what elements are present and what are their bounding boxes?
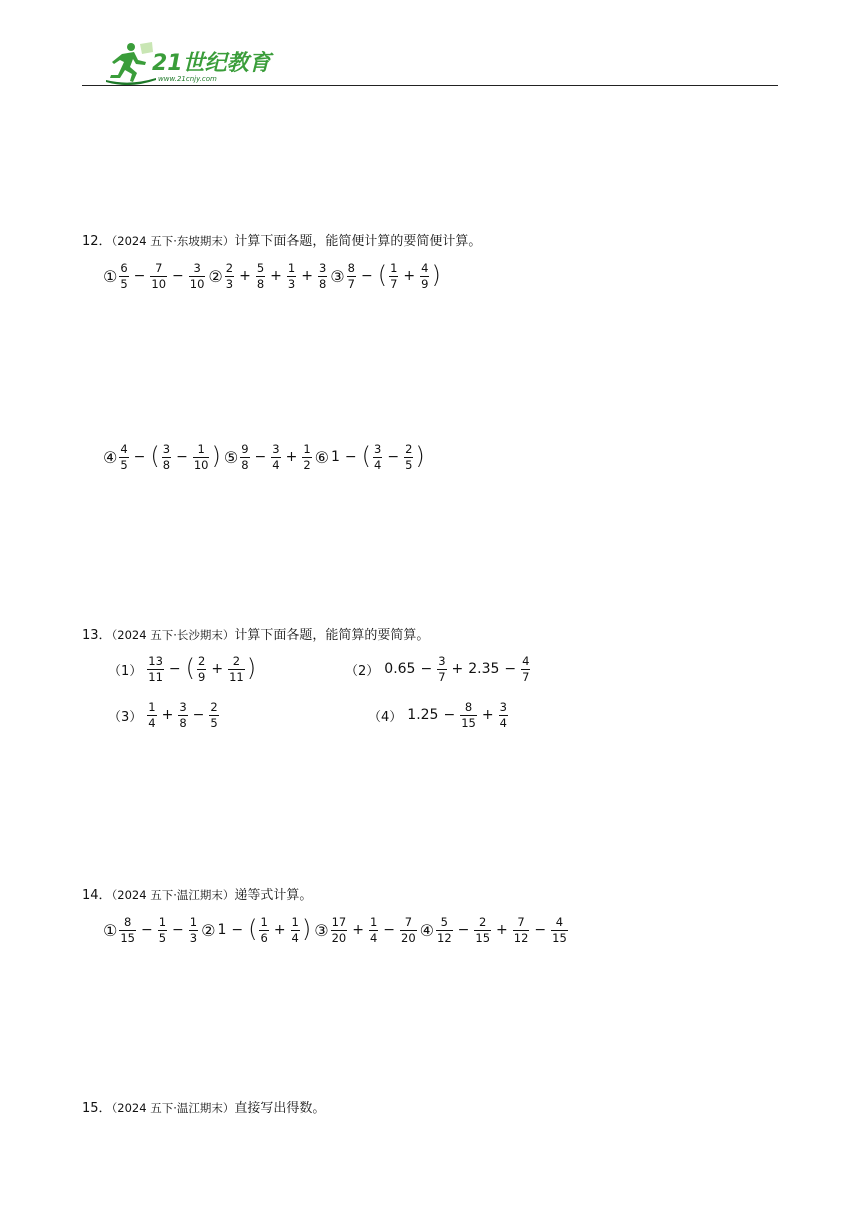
operator: − [504,661,517,678]
parenthesis: ( [248,915,258,944]
q15-number: 15． [82,1101,112,1116]
numerator: 1 [303,442,311,456]
fraction [119,262,128,290]
numerator: 3 [193,261,201,275]
denominator: 5 [210,715,218,730]
fraction [291,916,300,944]
numerator: 1 [369,915,378,929]
fraction [147,655,164,683]
fraction [302,443,311,471]
operator: + [301,268,313,285]
q12-expr-6 [330,443,426,471]
numerator: 8 [124,915,132,929]
denominator: 15 [552,930,567,945]
q14-circle-3: ③ [314,920,329,940]
numerator: 3 [162,442,171,456]
operator: − [192,707,205,724]
fraction [178,701,187,729]
operator: − [457,922,470,939]
denominator: 15 [475,930,491,945]
q12-circle-1: ① [103,266,118,286]
operator: + [211,661,224,678]
fraction [460,701,477,729]
denominator: 4 [499,715,507,730]
fraction [225,262,234,290]
fraction [147,701,156,729]
q13-heading [82,624,429,643]
operator: + [285,449,298,466]
numerator: 2 [479,915,487,929]
logo-url-text: www.21cnjy.com [158,75,217,83]
fraction [209,701,218,729]
numerator: 8 [464,700,473,714]
q13-number: 13． [82,628,112,643]
fraction [437,655,446,683]
q13-expr-2 [383,655,531,683]
operator: − [254,449,267,466]
fraction [271,443,280,471]
q14-expr-2 [216,916,312,944]
fraction [331,916,348,944]
number: 2.35 [468,661,500,678]
operator: − [387,449,400,466]
numerator: 1 [158,915,167,929]
denominator: 7 [438,669,446,684]
header-rule [82,85,778,86]
numerator: 4 [555,915,564,929]
denominator: 15 [461,715,476,730]
fraction [256,262,265,290]
denominator: 8 [162,457,171,472]
denominator: 10 [193,457,209,472]
denominator: 5 [120,276,128,291]
denominator: 4 [374,457,382,472]
fraction [119,443,128,471]
numerator: 13 [148,654,163,668]
parenthesis: ( [361,442,372,471]
numerator: 1 [287,261,296,275]
q12-expr-2 [224,262,329,290]
fraction [318,262,327,290]
fraction [197,655,206,683]
q14-number: 14． [82,888,112,903]
denominator: 6 [260,930,268,945]
fraction [513,916,530,944]
numerator: 3 [179,700,187,714]
q13-source: （2024 五下·长沙期末） [111,628,235,642]
fraction [389,262,398,290]
q12-row-1 [103,262,442,290]
denominator: 4 [291,930,299,945]
fraction [404,443,413,471]
fraction [474,916,491,944]
operator: + [451,661,464,678]
operator: − [168,661,181,678]
q12-row-2 [103,443,426,471]
operator: + [273,922,286,939]
operator: − [172,268,184,285]
denominator: 20 [331,930,347,945]
denominator: 3 [189,930,198,945]
fraction [521,655,530,683]
q14-expr-4 [435,916,569,944]
denominator: 10 [151,276,167,291]
denominator: 4 [272,457,280,472]
parenthesis: ) [211,442,221,471]
q12-source: （2024 五下·东坡期末） [111,234,235,248]
fraction [240,443,249,471]
fraction [162,443,171,471]
numerator: 1 [197,442,205,456]
q14-row [103,916,569,944]
site-logo [100,40,275,88]
numerator: 4 [120,442,128,456]
numerator: 1 [148,700,156,714]
parenthesis: ) [246,654,257,683]
number: 0.65 [384,661,416,678]
q13-item-1 [108,655,257,683]
numerator: 3 [272,442,280,456]
operator: + [496,922,508,939]
q12-circle-3: ③ [330,266,345,286]
operator: + [481,707,494,724]
numerator: 7 [517,915,525,929]
q14-circle-1: ① [103,920,118,940]
parenthesis: ) [431,261,441,290]
q14-circle-4: ④ [419,920,435,940]
numerator: 3 [438,654,446,668]
q13-expr-1 [146,655,257,683]
number: 1 [217,922,227,939]
operator: + [239,268,251,285]
fraction [369,916,378,944]
numerator: 9 [241,442,249,456]
q13-item-2 [345,655,531,683]
fraction [551,916,568,944]
numerator: 5 [256,261,265,275]
fraction [189,262,206,290]
operator: + [270,268,282,285]
denominator: 15 [120,930,135,945]
denominator: 5 [158,930,167,945]
numerator: 1 [260,915,268,929]
q12-circle-2: ② [208,266,223,286]
operator: − [231,922,244,939]
denominator: 11 [148,669,163,684]
q12-circle-6: ⑥ [314,447,329,467]
operator: − [172,922,184,939]
fraction [158,916,167,944]
q15-instruction: 直接写出得数。 [234,1101,326,1116]
parenthesis: ) [301,915,312,944]
operator: − [360,268,373,285]
operator: − [133,268,146,285]
fraction [287,262,296,290]
denominator: 3 [225,276,234,291]
q12-heading [82,230,481,249]
q13-expr-3 [146,701,219,729]
denominator: 7 [390,276,398,291]
q13-item-4 [368,701,509,729]
numerator: 8 [347,261,355,275]
numerator: 17 [331,915,347,929]
numerator: 2 [198,654,206,668]
denominator: 8 [241,457,249,472]
q13-instruction: 计算下面各题，能简算的要简算。 [234,628,430,643]
numerator: 3 [374,442,382,456]
numerator: 2 [210,700,218,714]
q15-source: （2024 五下·温江期末） [111,1101,235,1115]
runner-logo-icon [106,42,156,85]
logo-text: 21世纪教育 [152,51,271,76]
denominator: 7 [347,276,355,291]
numerator: 7 [404,915,413,929]
parenthesis: ( [150,442,160,471]
denominator: 2 [303,457,311,472]
operator: − [344,449,357,466]
operator: − [176,449,188,466]
parenthesis: ( [377,261,388,290]
fraction [420,262,429,290]
denominator: 8 [318,276,327,291]
operator: − [140,922,153,939]
q12-expr-5 [239,443,312,471]
q14-heading [82,884,312,903]
operator: + [352,922,364,939]
q12-instruction: 计算下面各题，能简便计算的要简便计算。 [234,234,482,249]
q12-expr-1 [118,262,206,290]
q13-label-4: （4） [368,709,403,725]
q13-expr-4 [406,701,509,729]
q12-circle-5: ⑤ [223,447,239,467]
numerator: 4 [421,261,429,275]
numerator: 3 [499,700,507,714]
q13-label-2: （2） [345,663,380,679]
operator: + [161,707,174,724]
q14-source: （2024 五下·温江期末） [111,888,235,902]
fraction [228,655,245,683]
numerator: 7 [155,261,163,275]
q12-expr-4 [118,443,222,471]
denominator: 7 [522,669,530,684]
q13-item-3 [108,701,220,729]
fraction [499,701,508,729]
fraction [400,916,417,944]
operator: − [443,707,456,724]
q12-number: 12． [82,234,112,249]
denominator: 12 [437,930,452,945]
operator: − [133,449,146,466]
parenthesis: ( [185,654,196,683]
fraction [373,443,382,471]
numerator: 1 [390,261,398,275]
denominator: 11 [229,669,244,684]
q13-label-1: （1） [108,663,143,679]
denominator: 8 [256,276,265,291]
fraction [119,916,136,944]
operator: − [383,922,396,939]
q12-circle-4: ④ [103,447,118,467]
numerator: 3 [318,261,327,275]
denominator: 9 [198,669,206,684]
denominator: 4 [369,930,378,945]
q15-heading [82,1097,325,1116]
fraction [436,916,453,944]
fraction [189,916,198,944]
numerator: 2 [232,654,241,668]
numerator: 2 [405,442,413,456]
denominator: 20 [401,930,416,945]
numerator: 1 [189,915,198,929]
numerator: 6 [120,261,128,275]
denominator: 3 [287,276,296,291]
numerator: 2 [225,261,234,275]
denominator: 5 [405,457,413,472]
number: 1.25 [407,707,439,724]
q14-expr-3 [330,916,418,944]
numerator: 4 [522,654,530,668]
fraction [193,443,210,471]
operator: − [420,661,433,678]
fraction [259,916,268,944]
q14-instruction: 递等式计算。 [234,888,313,903]
denominator: 5 [120,457,128,472]
denominator: 8 [179,715,187,730]
numerator: 1 [291,915,299,929]
denominator: 4 [148,715,156,730]
numerator: 5 [440,915,448,929]
denominator: 12 [513,930,529,945]
number: 1 [331,449,340,466]
q12-expr-3 [346,262,442,290]
denominator: 10 [189,276,205,291]
q13-label-3: （3） [108,709,143,725]
q14-expr-1 [118,916,199,944]
fraction [347,262,356,290]
operator: + [403,268,416,285]
denominator: 9 [421,276,429,291]
parenthesis: ) [415,442,425,471]
q14-circle-2: ② [201,920,216,940]
operator: − [534,922,547,939]
fraction [150,262,167,290]
